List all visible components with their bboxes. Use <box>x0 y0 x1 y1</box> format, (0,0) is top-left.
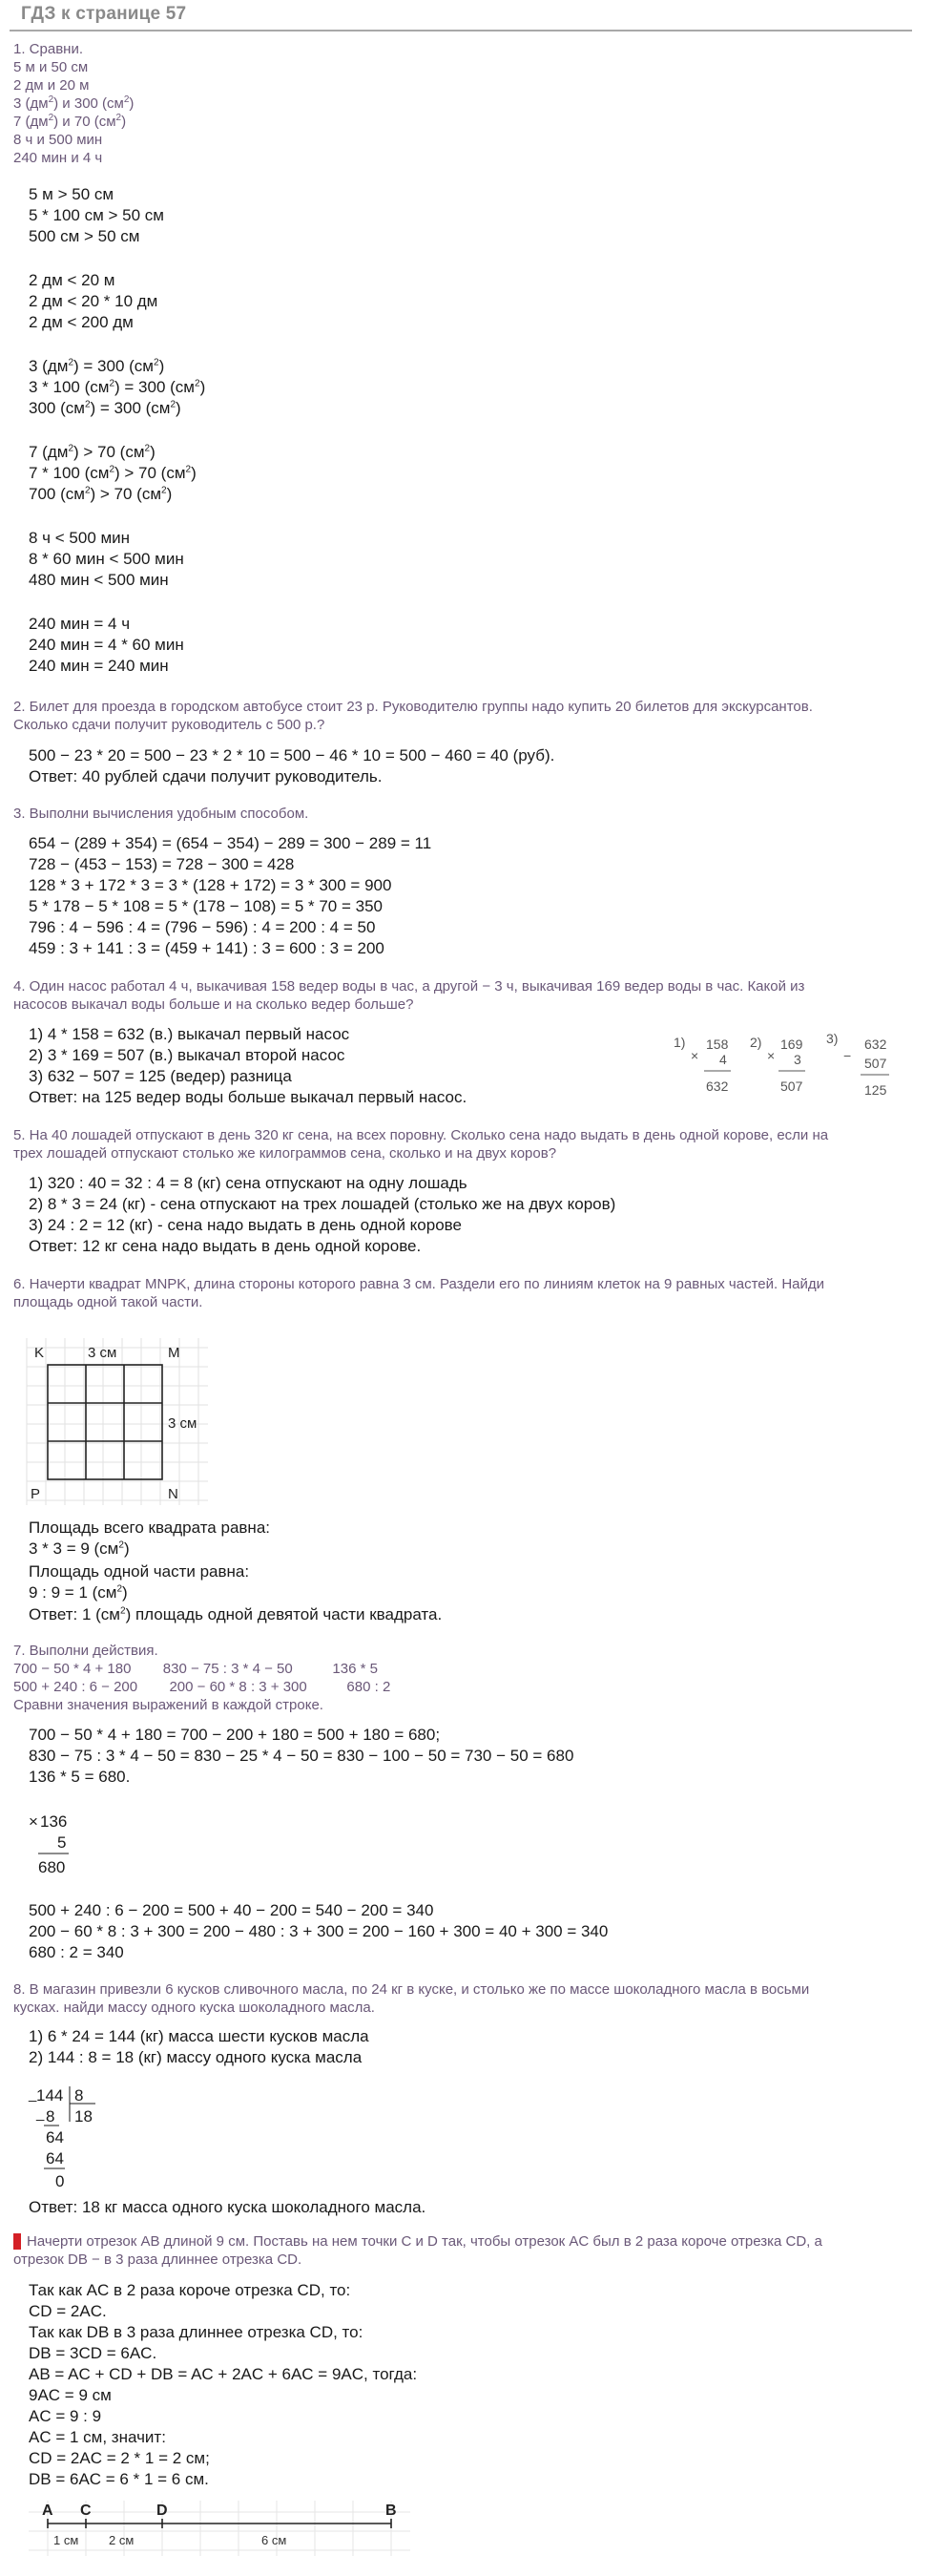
subtrahend: 8 <box>46 2107 55 2126</box>
square-figure <box>17 1329 218 1510</box>
solution-line: 128 * 3 + 172 * 3 = 3 * (128 + 172) = 3 * 300 = 900 <box>29 876 392 894</box>
solution-line: 7 $(дм^2) > 70$ $(см^2)$ <box>29 443 156 461</box>
point-label-b: B <box>385 2503 397 2519</box>
svg-text:_: _ <box>36 2105 45 2122</box>
solution-line: 1) 6 * 24 = 144 (кг) масса шести кусков масла <box>29 2027 369 2045</box>
answer-line: Ответ: 18 кг масса одного куска шоколадного масла. <box>29 2198 426 2216</box>
task6-text: площадь одной такой части. <box>13 1294 203 1310</box>
length-label-db: 6 см <box>261 2533 287 2547</box>
solution-line: 2) 8 * 3 = 24 (кг) - сена отпускают на трех лошадей (столько же на двух коров) <box>29 1195 616 1213</box>
solution-line: 3) 632 − 507 = 125 (ведер) разница <box>29 1067 292 1085</box>
solution-line: 200 − 60 * 8 : 3 + 300 = 200 − 480 : 3 + 300 = 200 − 160 + 300 = 40 + 300 = 340 <box>29 1922 609 1940</box>
vertex-label-k: K <box>34 1345 45 1361</box>
segment-figure <box>19 2495 420 2562</box>
solution-line: AB = AC + CD + DB = AC + 2AC + 6AC = 9AC, тогда: <box>29 2365 418 2383</box>
remainder: 64 <box>46 2128 64 2147</box>
solution-line: 3 * 100 $(см^2) = 300$ $(см^2)$ <box>29 378 206 396</box>
task1-item: 7 $(дм^2)$ и 70 $(см^2)$ <box>13 113 127 130</box>
solution-line: 3) 24 : 2 = 12 (кг) - сена надо выдать в день одной корове <box>29 1216 462 1234</box>
column-calc-2 <box>750 1035 805 1094</box>
solution-line: 136 * 5 = 680. <box>29 1768 131 1786</box>
solution-line: DB = 6AC = 6 * 1 = 6 см. <box>29 2470 209 2488</box>
task1-item: 8 ч и 500 мин <box>13 132 103 148</box>
calc-bottom: 507 <box>864 1056 887 1071</box>
multiply-sign: × <box>29 1812 38 1831</box>
solution-line: 796 : 4 − 596 : 4 = (796 − 596) : 4 = 200 : 4 = 50 <box>29 918 376 936</box>
calc-top: 169 <box>780 1037 803 1052</box>
column-calc-3 <box>826 1031 889 1098</box>
task5-text: трех лошадей отпускают столько же килограммов сена, сколько и на двух коров? <box>13 1145 557 1162</box>
solution-line: 700 − 50 * 4 + 180 = 700 − 200 + 180 = 500 + 180 = 680; <box>29 1726 441 1744</box>
page-title: ГДЗ к странице 57 <box>21 4 187 24</box>
subtrahend: 64 <box>46 2149 64 2168</box>
task7-heading: 7. Выполни действия. <box>13 1643 158 1659</box>
solution-line: 300 $(см^2) = 300$ $(см^2)$ <box>29 399 181 417</box>
solution-line: 830 − 75 : 3 * 4 − 50 = 830 − 25 * 4 − 50 = 830 − 100 − 50 = 730 − 50 = 680 <box>29 1747 574 1765</box>
task3-text: 3. Выполни вычисления удобным способом. <box>13 806 309 822</box>
answer-line: Ответ: 12 кг сена надо выдать в день одной корове. <box>29 1237 422 1255</box>
divisor: 8 <box>74 2086 84 2105</box>
solution-line: 2) 144 : 8 = 18 (кг) массу одного куска масла <box>29 2048 363 2066</box>
minus-sign: − <box>843 1048 852 1063</box>
column-calculations <box>668 1026 906 1112</box>
solution-line: 5 * 178 − 5 * 108 = 5 * (178 − 108) = 5 * 70 = 350 <box>29 897 383 915</box>
solution-line: AC = 9 : 9 <box>29 2407 102 2425</box>
side-length-label: 3 см <box>88 1345 117 1361</box>
task9-text: Начерти отрезок AB длиной 9 см. Поставь на нем точки C и D так, чтобы отрезок AC был в 2 раза короче отрезка CD, а <box>27 2233 822 2250</box>
svg-text:_: _ <box>29 2086 37 2103</box>
point-label-d: D <box>156 2503 168 2519</box>
answer-line: Ответ: 40 рублей сдачи получит руководитель. <box>29 767 383 785</box>
point-label-a: A <box>42 2503 53 2519</box>
task9-text: отрезок DB − в 3 раза длиннее отрезка CD. <box>13 2251 302 2268</box>
calc-result: 632 <box>706 1079 729 1094</box>
side-length-label: 3 см <box>168 1415 197 1432</box>
calc-result: 125 <box>864 1082 887 1098</box>
calc-result: 680 <box>38 1858 66 1876</box>
calc-top: 632 <box>864 1037 887 1052</box>
task7-text: Сравни значения выражений в каждой строке. <box>13 1697 323 1713</box>
vertex-label-m: M <box>168 1345 180 1361</box>
column-calc-1 <box>674 1035 731 1094</box>
task1-item: 240 мин и 4 ч <box>13 150 103 166</box>
calc-label: 1) <box>674 1035 686 1050</box>
calc-bottom: 3 <box>794 1052 801 1067</box>
task2-text: 2. Билет для проезда в городском автобусе стоит 23 р. Руководителю группы надо купить 20 билетов для экскурсантов. <box>13 699 813 715</box>
task4-text: 4. Один насос работал 4 ч, выкачивая 158 ведер воды в час, а другой − 3 ч, выкачивая 169 ведер воды в час. Какой из <box>13 978 805 995</box>
solution-line: CD = 2AC. <box>29 2302 107 2320</box>
task1-item: 2 дм и 20 м <box>13 77 90 94</box>
task1-item: 5 м и 50 см <box>13 59 89 75</box>
long-division <box>27 2084 141 2208</box>
task7-expressions: 700 − 50 * 4 + 180 830 − 75 : 3 * 4 − 50 136 * 5 <box>13 1661 378 1677</box>
remainder: 0 <box>55 2172 65 2190</box>
calc-label: 2) <box>750 1035 762 1050</box>
solution-line: AC = 1 см, значит: <box>29 2428 166 2446</box>
solution-line: 654 − (289 + 354) = (654 − 354) − 289 = 300 − 289 = 11 <box>29 834 432 852</box>
task-marker-icon <box>13 2233 21 2250</box>
task6-text: 6. Начерти квадрат MNPK, длина стороны которого равна 3 см. Раздели его по линиям клеток на 9 равных частей. Найди <box>13 1276 825 1292</box>
vertex-label-p: P <box>31 1486 41 1502</box>
calc-bottom: 5 <box>57 1833 67 1852</box>
solution-line: 240 мин = 4 ч <box>29 615 131 633</box>
calc-label: 3) <box>826 1031 839 1046</box>
calc-top: 136 <box>40 1812 68 1831</box>
solution-line: Площадь одной части равна: <box>29 1562 250 1581</box>
answer-line: Ответ: на 125 ведер воды больше выкачал первый насос. <box>29 1088 467 1106</box>
solution-line: 480 мин < 500 мин <box>29 571 169 589</box>
calc-top: 158 <box>706 1037 729 1052</box>
solution-line: 2) 3 * 169 = 507 (в.) выкачал второй насос <box>29 1046 345 1064</box>
multiply-sign: × <box>767 1048 776 1063</box>
solution-line: CD = 2AC = 2 * 1 = 2 см; <box>29 2449 210 2467</box>
length-label-ac: 1 см <box>53 2533 79 2547</box>
solution-line: 8 ч < 500 мин <box>29 529 131 547</box>
column-multiplication <box>27 1810 113 1886</box>
task1-heading: 1. Сравни. <box>13 41 83 57</box>
title-divider <box>10 30 912 31</box>
calc-bottom: 4 <box>719 1052 727 1067</box>
solution-line: 3 * 3 = 9 $(см^2)$ <box>29 1539 130 1558</box>
solution-line: Площадь всего квадрата равна: <box>29 1518 270 1537</box>
solution-line: 680 : 2 = 340 <box>29 1943 124 1961</box>
solution-line: 459 : 3 + 141 : 3 = (459 + 141) : 3 = 600 : 3 = 200 <box>29 939 384 957</box>
solution-line: 700 $(см^2) > 70$ $(см^2)$ <box>29 485 173 503</box>
solution-line: 9AC = 9 см <box>29 2386 112 2404</box>
vertex-label-n: N <box>168 1486 178 1502</box>
solution-line: Так как DB в 3 раза длиннее отрезка CD, то: <box>29 2323 363 2341</box>
solution-line: 5 м > 50 см <box>29 185 114 203</box>
solution-line: 728 − (453 − 153) = 728 − 300 = 428 <box>29 855 295 873</box>
task5-text: 5. На 40 лошадей отпускают в день 320 кг сена, на всех поровну. Сколько сена надо выдать в день одной корове, если на <box>13 1127 829 1143</box>
dividend: 144 <box>36 2086 64 2105</box>
solution-line: 2 дм < 200 дм <box>29 313 134 331</box>
solution-line: 5 * 100 см > 50 см <box>29 206 164 224</box>
length-label-cd: 2 см <box>109 2533 135 2547</box>
solution-line: 500 + 240 : 6 − 200 = 500 + 40 − 200 = 540 − 200 = 340 <box>29 1901 434 1919</box>
solution-line: 240 мин = 240 мин <box>29 657 169 675</box>
task2-text: Сколько сдачи получит руководитель с 500 р.? <box>13 717 325 733</box>
solution-line: 1) 4 * 158 = 632 (в.) выкачал первый насос <box>29 1025 350 1043</box>
calc-result: 507 <box>780 1079 803 1094</box>
solution-line: 8 * 60 мин < 500 мин <box>29 550 184 568</box>
solution-line: DB = 3CD = 6AC. <box>29 2344 157 2362</box>
solution-line: 7 * 100 $(см^2) > 70$ $(см^2)$ <box>29 464 197 482</box>
solution-line: 1) 320 : 40 = 32 : 4 = 8 (кг) сена отпускают на одну лошадь <box>29 1174 467 1192</box>
task7-expressions: 500 + 240 : 6 − 200 200 − 60 * 8 : 3 + 300 680 : 2 <box>13 1679 391 1695</box>
task8-text: кусках. найди массу одного куска шоколадного масла. <box>13 2000 375 2016</box>
solution-line: 3 $(дм^2) = 300$ $(см^2)$ <box>29 357 165 375</box>
solution-line: 240 мин = 4 * 60 мин <box>29 636 184 654</box>
task8-text: 8. В магазин привезли 6 кусков сливочного масла, по 24 кг в куске, и столько же по массе шоколадного масла в восьми <box>13 1981 810 1998</box>
solution-line: 500 − 23 * 20 = 500 − 23 * 2 * 10 = 500 − 46 * 10 = 500 − 460 = 40 (руб). <box>29 746 555 764</box>
answer-line: Ответ: 1 $(см^2)$ площадь одной девятой части квадрата. <box>29 1605 443 1623</box>
multiply-sign: × <box>691 1048 699 1063</box>
solution-line: 500 см > 50 см <box>29 227 140 245</box>
point-label-c: C <box>80 2503 92 2519</box>
quotient: 18 <box>74 2107 93 2126</box>
solution-line: 9 : 9 = 1 $(см^2)$ <box>29 1583 128 1602</box>
solution-line: Так как AC в 2 раза короче отрезка CD, то: <box>29 2281 351 2299</box>
task4-text: насосов выкачал воды больше и на сколько ведер больше? <box>13 996 414 1013</box>
solution-line: 2 дм < 20 м <box>29 271 115 289</box>
task1-item: 3 $(дм^2)$ и 300 $(см^2)$ <box>13 94 135 112</box>
solution-line: 2 дм < 20 * 10 дм <box>29 292 158 310</box>
